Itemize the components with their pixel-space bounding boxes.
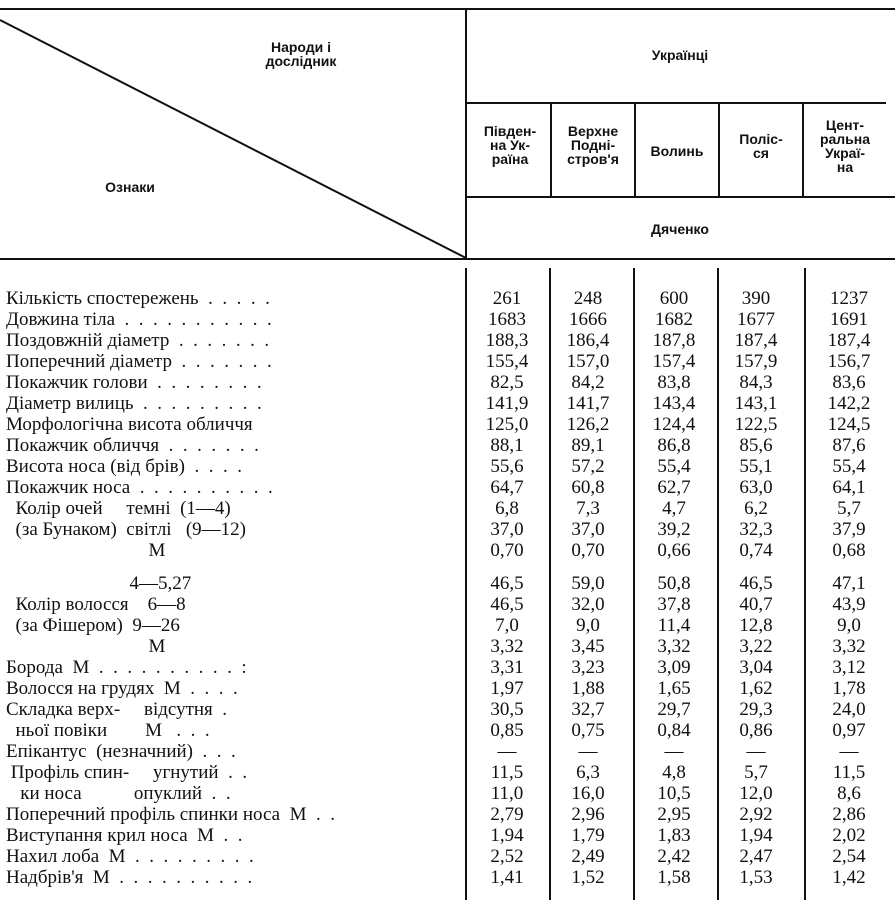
table-cell: 156,7 — [827, 351, 871, 372]
table-cell: 0,70 — [490, 540, 524, 561]
table-cell: 6,3 — [576, 762, 600, 783]
table-cell: 46,5 — [490, 573, 524, 594]
table-cell: 64,7 — [490, 477, 524, 498]
table-cell: 261 — [492, 288, 522, 309]
table-row — [0, 540, 895, 561]
table-cell: 46,5 — [739, 573, 773, 594]
table-cell: 24,0 — [832, 699, 866, 720]
row-label: Виступання крил носа М . . — [6, 825, 243, 846]
table-row — [0, 351, 895, 372]
column-header: Півден- на Ук- раїна — [483, 123, 537, 167]
row-label: Кількість спостережень . . . . . — [6, 288, 270, 309]
table-cell: 2,49 — [571, 846, 605, 867]
row-label: Епікантус (незначний) . . . — [6, 741, 236, 762]
table-cell: 124,4 — [652, 414, 696, 435]
table-cell: 3,31 — [490, 657, 524, 678]
table-cell: 1677 — [737, 309, 775, 330]
table-cell: 32,7 — [571, 699, 605, 720]
table-cell: 37,8 — [657, 594, 691, 615]
table-cell: 600 — [659, 288, 689, 309]
table-row — [0, 615, 895, 636]
table-cell: 1,88 — [571, 678, 605, 699]
table-row — [0, 657, 895, 678]
table-cell: 55,4 — [832, 456, 866, 477]
table-cell: 64,1 — [832, 477, 866, 498]
table-cell: 0,84 — [657, 720, 691, 741]
table-row — [0, 741, 895, 762]
table-cell: 157,4 — [652, 351, 696, 372]
table-cell: 1,83 — [657, 825, 691, 846]
table-cell: 39,2 — [657, 519, 691, 540]
table-cell: 9,0 — [837, 615, 861, 636]
table-cell: 2,42 — [657, 846, 691, 867]
row-label: ки носа опуклий . . — [6, 783, 231, 804]
table-cell: 50,8 — [657, 573, 691, 594]
table-cell: 3,32 — [657, 636, 691, 657]
table-cell: 0,86 — [739, 720, 773, 741]
table-row — [0, 435, 895, 456]
table-cell: 187,4 — [827, 330, 871, 351]
table-cell: 5,7 — [837, 498, 861, 519]
row-label: Нахил лоба М . . . . . . . . . — [6, 846, 254, 867]
table-cell: 10,5 — [657, 783, 691, 804]
table-cell: 11,4 — [657, 615, 691, 636]
table-cell: 12,0 — [739, 783, 773, 804]
table-cell: 3,32 — [832, 636, 866, 657]
row-label: Покажчик обличчя . . . . . . . — [6, 435, 259, 456]
table-row — [0, 762, 895, 783]
table-cell: 32,3 — [739, 519, 773, 540]
table-cell: 3,23 — [571, 657, 605, 678]
table-cell: 89,1 — [571, 435, 605, 456]
table-cell: 155,4 — [485, 351, 529, 372]
table-cell: — — [664, 741, 684, 762]
table-cell: 2,52 — [490, 846, 524, 867]
table-cell: 1,41 — [490, 867, 524, 888]
table-cell: 57,2 — [571, 456, 605, 477]
table-row — [0, 636, 895, 657]
table-cell: 47,1 — [832, 573, 866, 594]
table-cell: 186,4 — [566, 330, 610, 351]
col-rule-2 — [634, 104, 636, 196]
table-cell: 84,2 — [571, 372, 605, 393]
column-header: Верхне Подні- стров'я — [567, 123, 619, 167]
table-cell: 1683 — [488, 309, 526, 330]
table-cell: 4,7 — [662, 498, 686, 519]
row-label: 4—5,27 — [6, 573, 192, 594]
table-cell: 84,3 — [739, 372, 773, 393]
table-cell: 60,8 — [571, 477, 605, 498]
table-cell: — — [839, 741, 859, 762]
table-row — [0, 846, 895, 867]
table-cell: 248 — [573, 288, 603, 309]
table-cell: 0,85 — [490, 720, 524, 741]
table-row — [0, 594, 895, 615]
table-cell: — — [497, 741, 517, 762]
table-cell: 1682 — [655, 309, 693, 330]
row-label: Поздовжній діаметр . . . . . . . — [6, 330, 270, 351]
table-row — [0, 309, 895, 330]
row-label: М — [6, 636, 166, 657]
table-cell: 188,3 — [485, 330, 529, 351]
row-label: Колір очей темні (1—4) — [6, 498, 231, 519]
table-cell: 5,7 — [744, 762, 768, 783]
table-cell: — — [578, 741, 598, 762]
traits-label: Ознаки — [105, 179, 155, 195]
table-cell: 3,12 — [832, 657, 866, 678]
table-row — [0, 288, 895, 309]
row-label: Діаметр вилиць . . . . . . . . . — [6, 393, 262, 414]
table-cell: 4,8 — [662, 762, 686, 783]
table-cell: 83,8 — [657, 372, 691, 393]
row-label: (за Бунаком) світлі (9—12) — [6, 519, 246, 540]
table-row — [0, 783, 895, 804]
table-cell: 59,0 — [571, 573, 605, 594]
table-cell: 12,8 — [739, 615, 773, 636]
row-label: Покажчик носа . . . . . . . . . . — [6, 477, 273, 498]
table-cell: 3,09 — [657, 657, 691, 678]
table-row — [0, 720, 895, 741]
table-cell: 2,02 — [832, 825, 866, 846]
table-cell: 9,0 — [576, 615, 600, 636]
table-cell: 0,74 — [739, 540, 773, 561]
group-rule — [466, 102, 886, 104]
table-cell: 37,9 — [832, 519, 866, 540]
table-cell: 3,45 — [571, 636, 605, 657]
table-cell: 141,9 — [485, 393, 529, 414]
row-label: ньої повіки М . . . — [6, 720, 210, 741]
table-cell: 83,6 — [832, 372, 866, 393]
table-row — [0, 678, 895, 699]
table-cell: 157,9 — [734, 351, 778, 372]
table-header — [0, 0, 895, 262]
table-cell: 1,53 — [739, 867, 773, 888]
table-cell: 85,6 — [739, 435, 773, 456]
table-cell: 55,1 — [739, 456, 773, 477]
table-cell: 37,0 — [490, 519, 524, 540]
group-label: Українці — [651, 47, 709, 63]
row-label: Колір волосся 6—8 — [6, 594, 186, 615]
table-cell: 3,32 — [490, 636, 524, 657]
row-label: Профіль спин- угнутий . . — [6, 762, 248, 783]
column-header: Поліс- ся — [739, 131, 783, 161]
table-cell: 1691 — [830, 309, 868, 330]
table-cell: 82,5 — [490, 372, 524, 393]
table-cell: 11,5 — [832, 762, 866, 783]
row-label: Складка верх- відсутня . — [6, 699, 228, 720]
row-label: Висота носа (від брів) . . . . — [6, 456, 242, 477]
table-cell: 37,0 — [571, 519, 605, 540]
table-cell: 2,47 — [739, 846, 773, 867]
col-rule-3 — [718, 104, 720, 196]
table-row — [0, 825, 895, 846]
table-cell: 1,58 — [657, 867, 691, 888]
columns-rule — [466, 196, 895, 198]
table-cell: 16,0 — [571, 783, 605, 804]
table-row — [0, 414, 895, 435]
table-cell: 2,96 — [571, 804, 605, 825]
table-cell: 143,4 — [652, 393, 696, 414]
table-cell: 2,95 — [657, 804, 691, 825]
table-cell: 6,2 — [744, 498, 768, 519]
column-header: Волинь — [650, 143, 704, 159]
table-cell: 1,97 — [490, 678, 524, 699]
table-cell: 87,6 — [832, 435, 866, 456]
table-cell: 141,7 — [566, 393, 610, 414]
table-cell: 7,0 — [495, 615, 519, 636]
table-cell: 0,97 — [832, 720, 866, 741]
table-cell: 187,4 — [734, 330, 778, 351]
table-cell: 2,86 — [832, 804, 866, 825]
table-cell: 1,79 — [571, 825, 605, 846]
table-cell: 1,42 — [832, 867, 866, 888]
table-cell: 0,68 — [832, 540, 866, 561]
table-cell: 43,9 — [832, 594, 866, 615]
diagonal-line — [0, 8, 466, 260]
table-row — [0, 699, 895, 720]
table-row — [0, 867, 895, 888]
table-row — [0, 519, 895, 540]
table-cell: 0,70 — [571, 540, 605, 561]
table-cell: 11,0 — [490, 783, 524, 804]
table-cell: 55,4 — [657, 456, 691, 477]
table-cell: 40,7 — [739, 594, 773, 615]
row-label: Довжина тіла . . . . . . . . . . . — [6, 309, 272, 330]
table-cell: 86,8 — [657, 435, 691, 456]
row-label: Покажчик голови . . . . . . . . — [6, 372, 262, 393]
row-label: Борода М . . . . . . . . . . : — [6, 657, 247, 678]
table-cell: 2,79 — [490, 804, 524, 825]
table-cell: 32,0 — [571, 594, 605, 615]
table-cell: 46,5 — [490, 594, 524, 615]
table-row — [0, 804, 895, 825]
table-cell: 125,0 — [485, 414, 529, 435]
researcher-label: Дяченко — [651, 221, 709, 237]
row-label: Морфологічна висота обличчя — [6, 414, 253, 435]
table-cell: 88,1 — [490, 435, 524, 456]
table-cell: 1,94 — [739, 825, 773, 846]
table-row — [0, 372, 895, 393]
table-cell: 122,5 — [734, 414, 778, 435]
table-cell: 2,54 — [832, 846, 866, 867]
table-row — [0, 393, 895, 414]
table-cell: 390 — [741, 288, 771, 309]
table-cell: 1,62 — [739, 678, 773, 699]
peoples-label: Народи і дослідник — [265, 39, 337, 69]
table-row — [0, 456, 895, 477]
table-cell: 2,92 — [739, 804, 773, 825]
table-cell: 1237 — [830, 288, 868, 309]
row-label: Поперечний діаметр . . . . . . . — [6, 351, 272, 372]
row-label: (за Фішером) 9—26 — [6, 615, 180, 636]
table-cell: 7,3 — [576, 498, 600, 519]
table-cell: 62,7 — [657, 477, 691, 498]
table-cell: 1666 — [569, 309, 607, 330]
table-cell: 3,04 — [739, 657, 773, 678]
table-row — [0, 498, 895, 519]
table-cell: 142,2 — [827, 393, 871, 414]
table-cell: 124,5 — [827, 414, 871, 435]
col-rule-1 — [550, 104, 552, 196]
table-cell: 3,22 — [739, 636, 773, 657]
table-row — [0, 330, 895, 351]
col-rule-4 — [802, 104, 804, 196]
table-cell: 1,65 — [657, 678, 691, 699]
table-cell: 126,2 — [566, 414, 610, 435]
table-cell: 187,8 — [652, 330, 696, 351]
table-cell: 1,52 — [571, 867, 605, 888]
column-header: Цент- ральна Украї- на — [819, 117, 871, 175]
table-cell: 0,66 — [657, 540, 691, 561]
table-cell: 157,0 — [566, 351, 610, 372]
table-cell: 8,6 — [837, 783, 861, 804]
table-cell: 6,8 — [495, 498, 519, 519]
row-label: Поперечний профіль спинки носа М . . — [6, 804, 335, 825]
table-cell: 30,5 — [490, 699, 524, 720]
table-cell: 1,94 — [490, 825, 524, 846]
table-cell: 29,3 — [739, 699, 773, 720]
table-cell: 63,0 — [739, 477, 773, 498]
table-row — [0, 477, 895, 498]
table-row — [0, 573, 895, 594]
table-cell: 29,7 — [657, 699, 691, 720]
table-cell: — — [746, 741, 766, 762]
table-cell: 0,75 — [571, 720, 605, 741]
table-cell: 11,5 — [490, 762, 524, 783]
table-cell: 55,6 — [490, 456, 524, 477]
row-label: Волосся на грудях М . . . . — [6, 678, 238, 699]
row-label: Надбрів'я М . . . . . . . . . . — [6, 867, 253, 888]
table-cell: 1,78 — [832, 678, 866, 699]
table-cell: 143,1 — [734, 393, 778, 414]
row-label: М — [6, 540, 166, 561]
